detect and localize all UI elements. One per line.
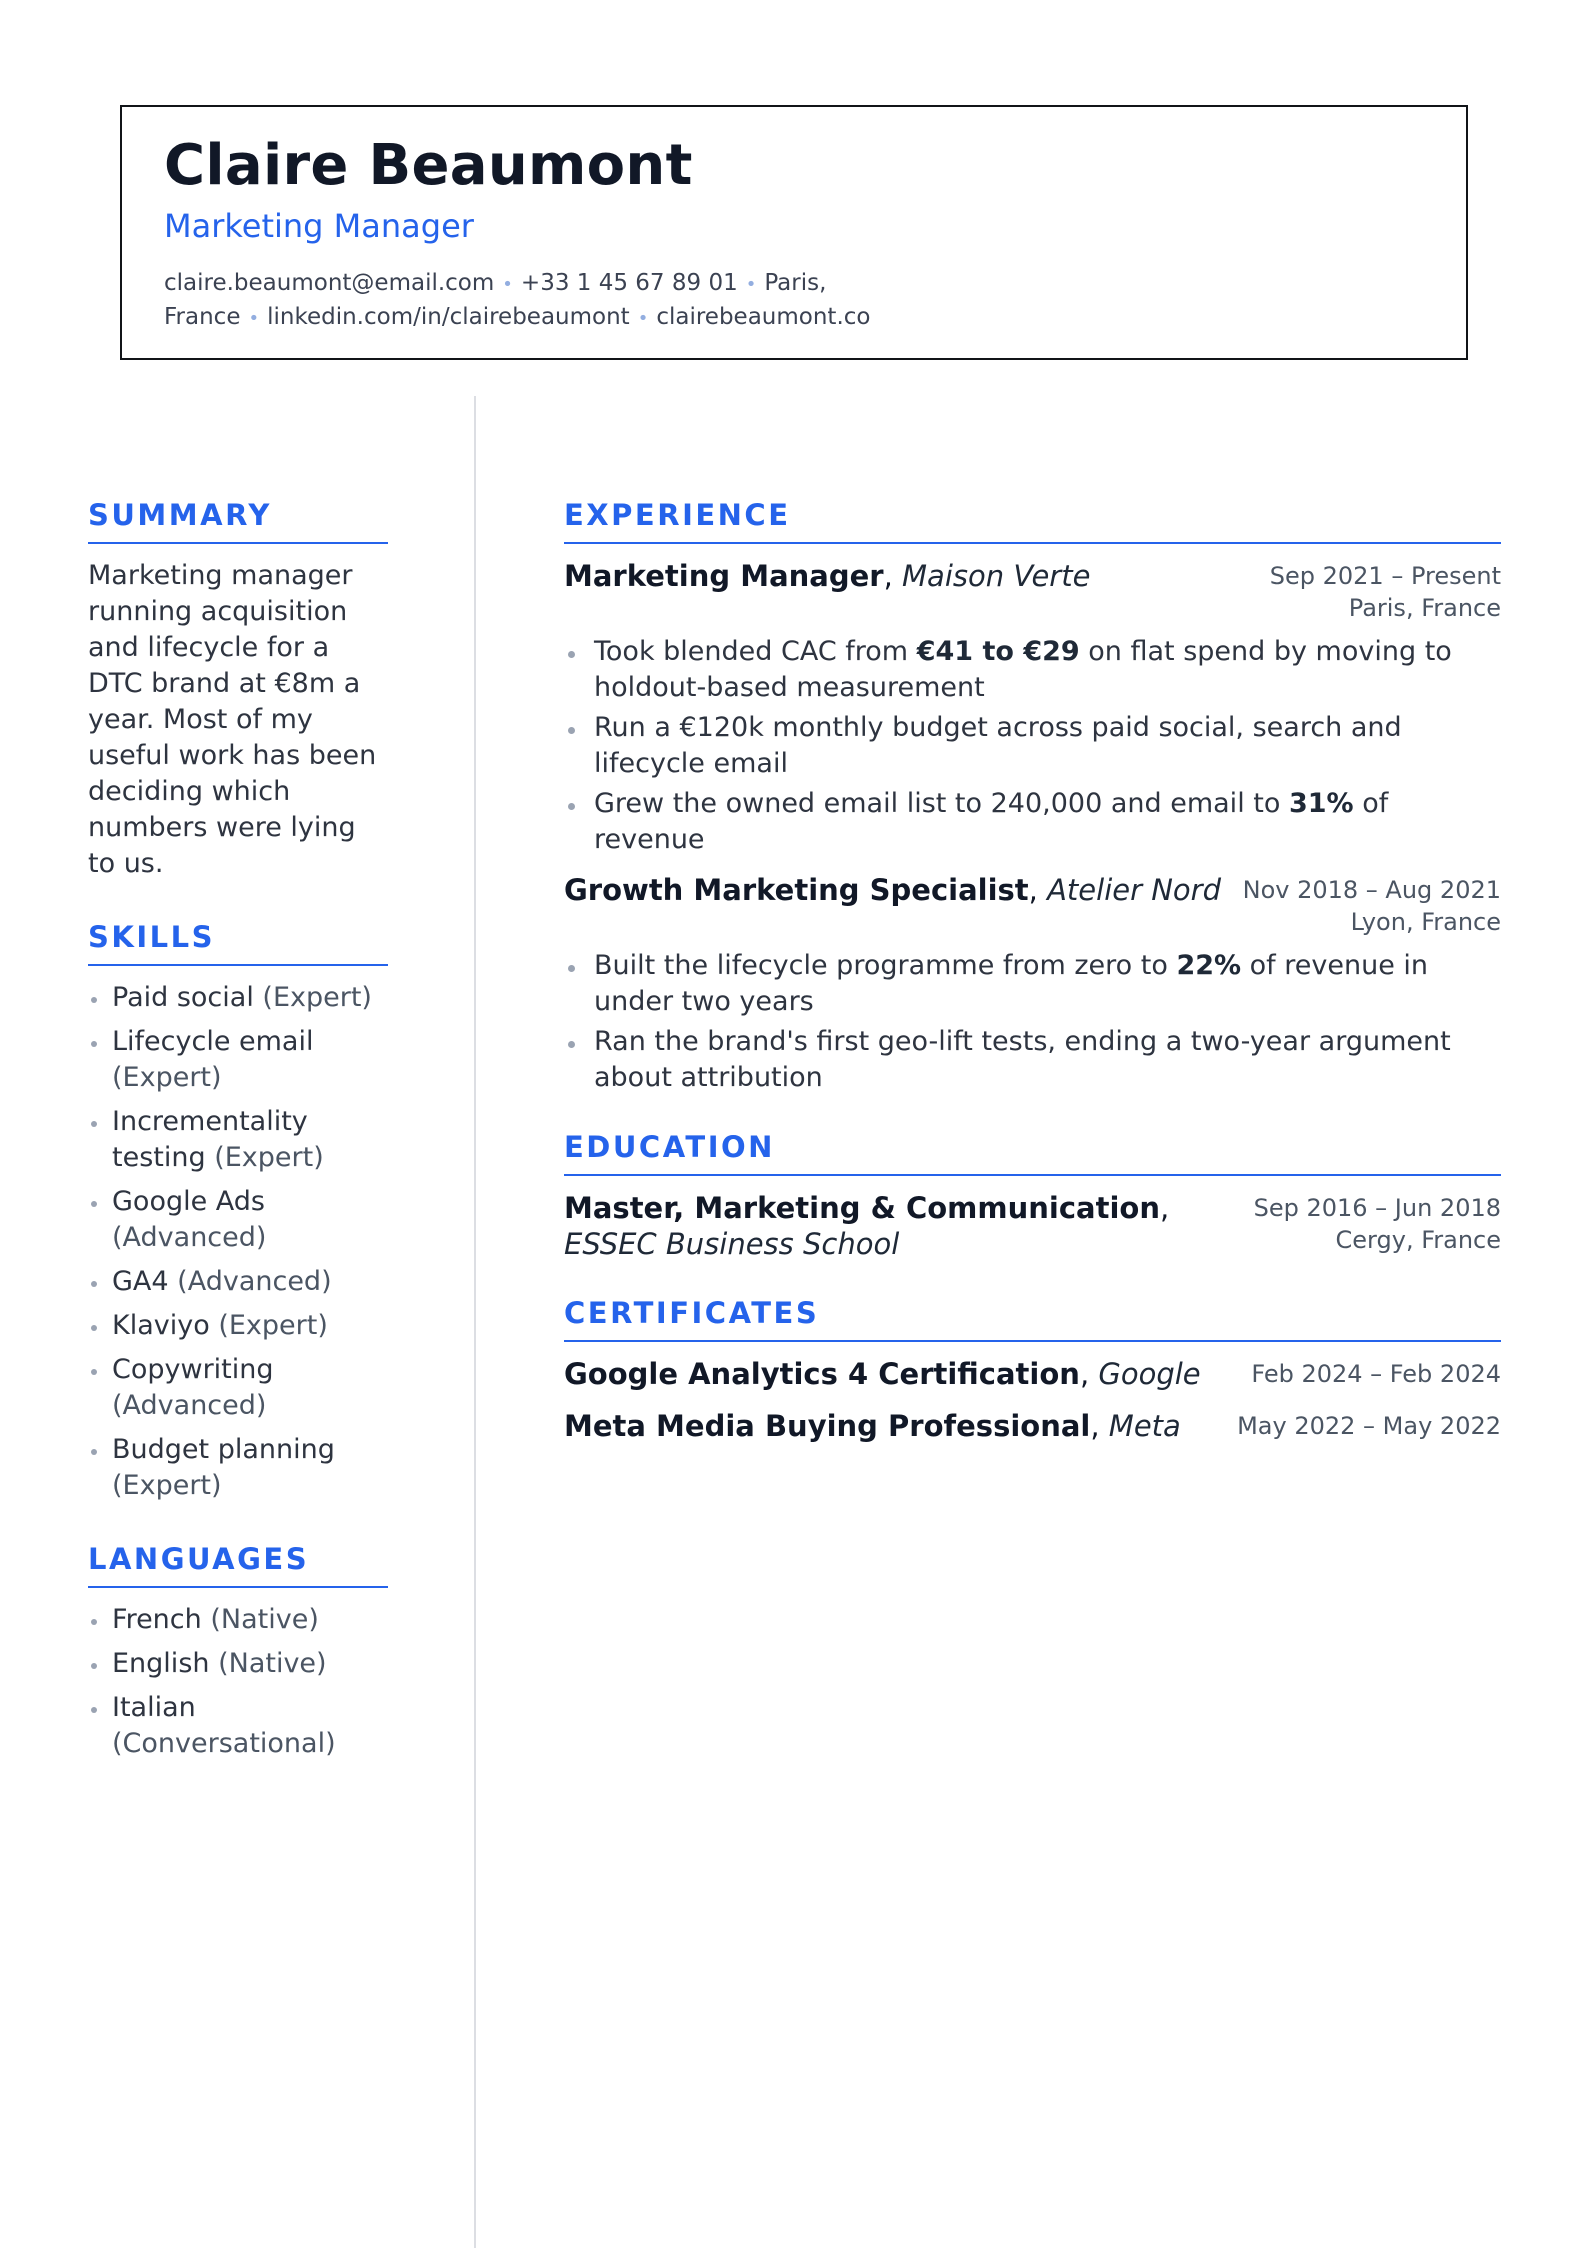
education-section xyxy=(564,1130,1501,1262)
job-entry xyxy=(564,872,1501,1096)
job-title: Growth Marketing Specialist, Atelier Nord xyxy=(564,873,1222,907)
skill-item: Lifecycle email (Expert) xyxy=(88,1024,388,1096)
languages-heading: LANGUAGES xyxy=(88,1542,388,1588)
skill-item: Google Ads (Advanced) xyxy=(88,1184,388,1256)
job-location: Paris, France xyxy=(1348,594,1501,622)
language-item: English (Native) xyxy=(88,1646,388,1682)
job-title: Marketing Manager, Maison Verte xyxy=(564,559,1091,593)
certificates-heading: CERTIFICATES xyxy=(564,1296,1501,1342)
resume-header xyxy=(120,105,1468,360)
skills-section xyxy=(88,920,388,1504)
contact-location: Paris, France xyxy=(164,269,827,330)
right-column xyxy=(564,498,1501,1478)
separator-dot-icon: • xyxy=(745,273,757,295)
language-item: French (Native) xyxy=(88,1602,388,1638)
job-entry xyxy=(564,558,1501,858)
education-location: Cergy, France xyxy=(1335,1226,1501,1254)
summary-section xyxy=(88,498,388,882)
language-item: Italian (Conversational) xyxy=(88,1690,388,1762)
summary-text: Marketing manager running acquisition and lifecycle for a DTC brand at €8m a year. Most of my useful work has been deciding which numbers were lying to us. xyxy=(88,560,377,879)
skill-item: Klaviyo (Expert) xyxy=(88,1308,388,1344)
job-location: Lyon, France xyxy=(1350,908,1501,936)
certificate-dates: May 2022 – May 2022 xyxy=(1237,1412,1501,1440)
skill-item: Incrementality testing (Expert) xyxy=(88,1104,388,1176)
certificate-dates: Feb 2024 – Feb 2024 xyxy=(1251,1360,1501,1388)
job-bullet: Took blended CAC from €41 to €29 on flat spend by moving to holdout-based measurement xyxy=(564,634,1501,706)
job-bullet: Ran the brand's first geo-lift tests, ending a two-year argument about attribution xyxy=(564,1024,1501,1096)
skill-item: Paid social (Expert) xyxy=(88,980,388,1016)
languages-section xyxy=(88,1542,388,1762)
certificate-entry xyxy=(564,1408,1501,1444)
candidate-title: Marketing Manager xyxy=(164,206,474,245)
skill-item: Copywriting (Advanced) xyxy=(88,1352,388,1424)
contact-line xyxy=(164,267,924,335)
separator-dot-icon: • xyxy=(637,307,649,329)
job-bullets xyxy=(564,948,1501,1096)
job-bullets xyxy=(564,634,1501,858)
certificate-title: Google Analytics 4 Certification, Google xyxy=(564,1357,1201,1391)
education-title: Master, Marketing & Communication, ESSEC Business School xyxy=(564,1191,1170,1261)
contact-email[interactable]: claire.beaumont@email.com xyxy=(164,269,495,296)
education-heading: EDUCATION xyxy=(564,1130,1501,1176)
job-meta xyxy=(1243,872,1501,938)
left-column xyxy=(88,498,388,1800)
column-divider xyxy=(474,396,476,2248)
job-dates: Sep 2021 – Present xyxy=(1269,562,1501,590)
education-entry xyxy=(564,1190,1501,1262)
summary-heading: SUMMARY xyxy=(88,498,388,544)
job-bullet: Grew the owned email list to 240,000 and email to 31% of revenue xyxy=(564,786,1501,858)
certificates-section xyxy=(564,1296,1501,1444)
certificate-entry xyxy=(564,1356,1501,1392)
languages-list xyxy=(88,1602,388,1762)
skills-list xyxy=(88,980,388,1504)
job-bullet: Built the lifecycle programme from zero to 22% of revenue in under two years xyxy=(564,948,1501,1020)
experience-section xyxy=(564,498,1501,1096)
job-meta xyxy=(1270,558,1501,624)
contact-linkedin[interactable]: linkedin.com/in/clairebeaumont xyxy=(267,303,630,330)
contact-phone[interactable]: +33 1 45 67 89 01 xyxy=(520,269,738,296)
skill-item: GA4 (Advanced) xyxy=(88,1264,388,1300)
education-meta xyxy=(1254,1190,1501,1256)
education-dates: Sep 2016 – Jun 2018 xyxy=(1253,1194,1501,1222)
separator-dot-icon: • xyxy=(502,273,513,295)
experience-heading: EXPERIENCE xyxy=(564,498,1501,544)
job-dates: Nov 2018 – Aug 2021 xyxy=(1242,876,1501,904)
candidate-name: Claire Beaumont xyxy=(164,133,693,198)
certificate-title: Meta Media Buying Professional, Meta xyxy=(564,1409,1181,1443)
contact-website[interactable]: clairebeaumont.co xyxy=(656,303,871,330)
skill-item: Budget planning (Expert) xyxy=(88,1432,388,1504)
separator-dot-icon: • xyxy=(248,307,260,329)
job-bullet: Run a €120k monthly budget across paid social, search and lifecycle email xyxy=(564,710,1501,782)
skills-heading: SKILLS xyxy=(88,920,388,966)
